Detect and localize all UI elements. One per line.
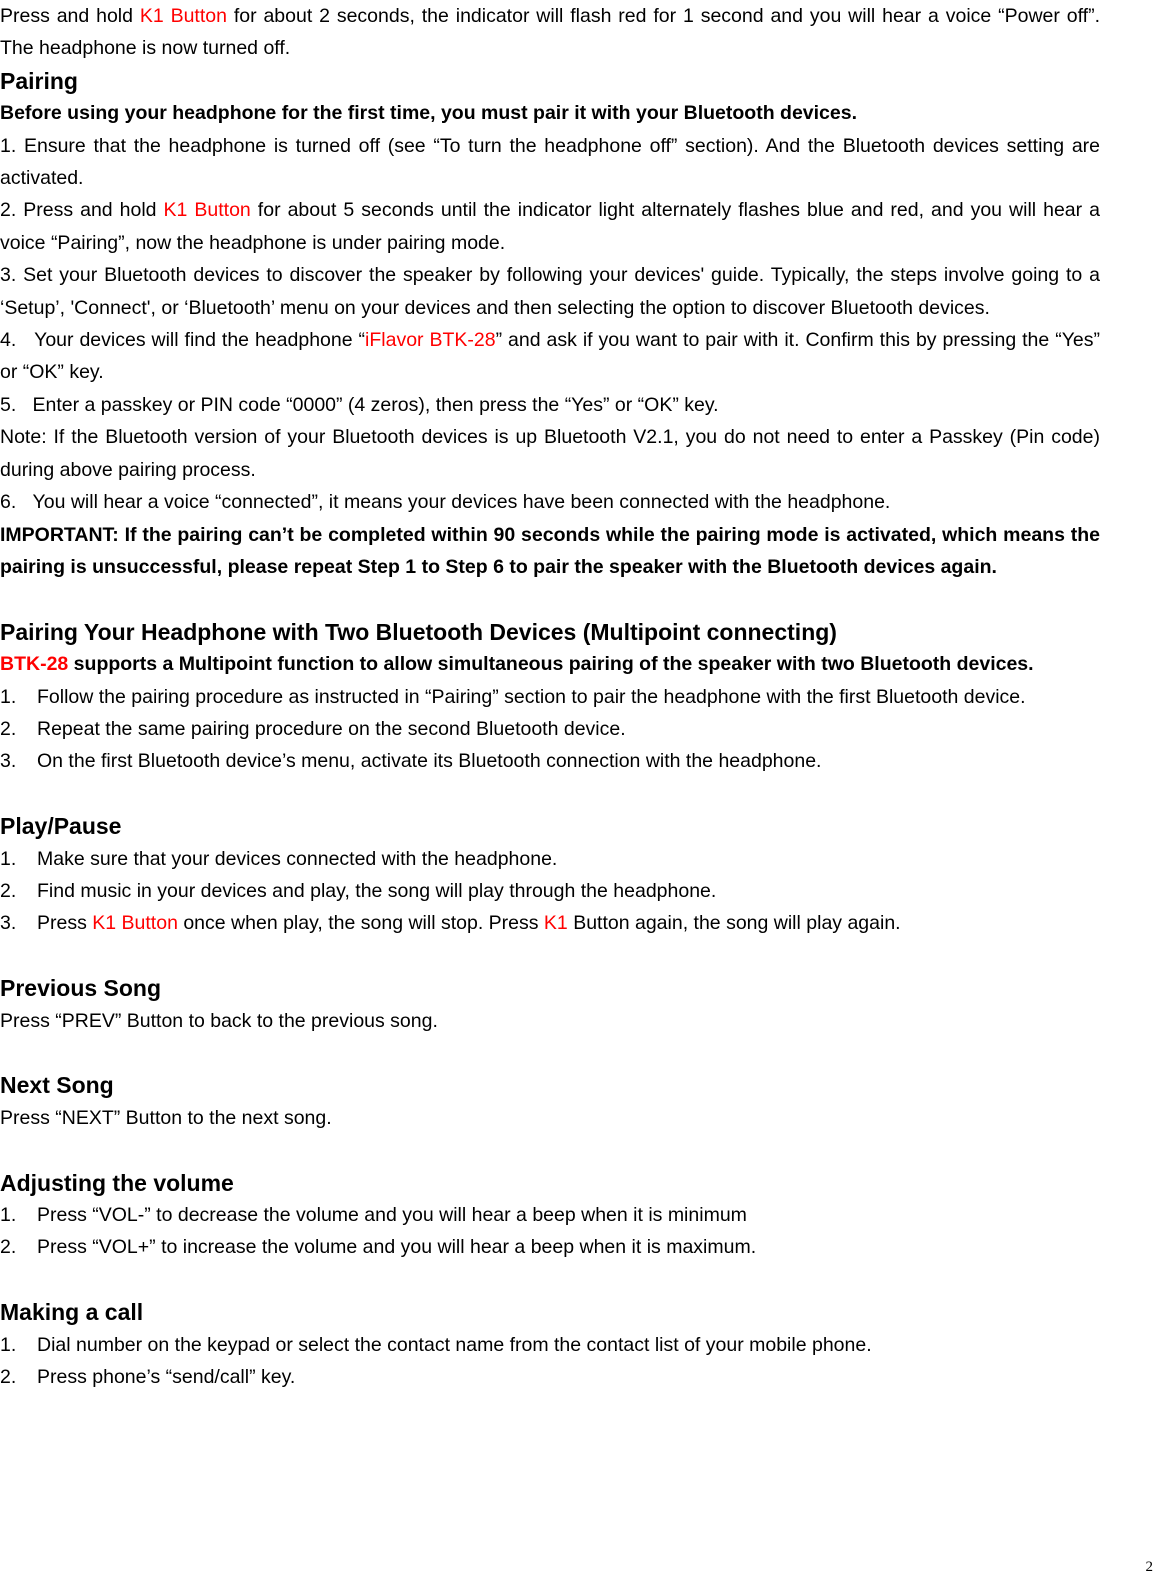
next-song-text: Press “NEXT” Button to the next song. — [0, 1106, 332, 1129]
pairing-step-4: 4. Your devices will find the headphone “iFlavor BTK-28” and ask if you want to pair with it. Confirm this by pressing the “Yes” or “OK” key. — [0, 329, 1100, 384]
pairing-heading: Pairing — [0, 67, 78, 94]
next-song-heading: Next Song — [0, 1072, 114, 1099]
pairing-step-3: 3. Set your Bluetooth devices to discover the speaker by following your devices' guide. Typically, the steps involve going to a ‘Setup’, 'Connect', or ‘Bluetooth’ menu on your devices and then selecting the option to discover Bluetooth devices. — [0, 264, 1100, 319]
list-item: 1. Make sure that your devices connected with the headphone. — [0, 847, 558, 870]
model-label: BTK-28 — [0, 653, 69, 676]
list-item: 1. Press “VOL-” to decrease the volume and you will hear a beep when it is minimum — [0, 1203, 747, 1226]
pairing-lead: Before using your headphone for the first time, you must pair it with your Bluetooth devices. — [0, 102, 858, 125]
list-item: 2. Find music in your devices and play, the song will play through the headphone. — [0, 879, 717, 902]
list-item: 1. Follow the pairing procedure as instructed in “Pairing” section to pair the headphone with the first Bluetooth device. — [0, 685, 1026, 708]
list-item: 3. On the first Bluetooth device’s menu, activate its Bluetooth connection with the headphone. — [0, 750, 822, 773]
pairing-step-6: 6. You will hear a voice “connected”, it means your devices have been connected with the headphone. — [0, 491, 891, 514]
k1-button-label: K1 Button — [163, 199, 251, 222]
previous-song-heading: Previous Song — [0, 975, 162, 1002]
pairing-step-1: 1. Ensure that the headphone is turned off (see “To turn the headphone off” section). And the Bluetooth devices setting are activated. — [0, 134, 1100, 190]
multipoint-heading: Pairing Your Headphone with Two Bluetooth Devices (Multipoint connecting) — [0, 618, 837, 645]
multipoint-lead: BTK-28 supports a Multipoint function to allow simultaneous pairing of the speaker with two Bluetooth devices. — [0, 653, 1034, 676]
list-item: 2. Press “VOL+” to increase the volume and you will hear a beep when it is maximum. — [0, 1236, 757, 1259]
page-number: 2 — [1145, 1559, 1153, 1575]
list-item: 3. Press K1 Button once when play, the song will stop. Press K1 Button again, the song will play again. — [0, 912, 901, 935]
volume-heading: Adjusting the volume — [0, 1169, 234, 1196]
pairing-step-5: 5. Enter a passkey or PIN code “0000” (4 zeros), then press the “Yes” or “OK” key. — [0, 393, 719, 416]
list-item: 2. Press phone’s “send/call” key. — [0, 1365, 296, 1388]
pairing-important: IMPORTANT: If the pairing can’t be completed within 90 seconds while the pairing mode is activated, which means the pairing is unsuccessful, please repeat Step 1 to Step 6 to pair the speaker with the Bluetooth devices again. — [0, 523, 1100, 578]
pairing-note: Note: If the Bluetooth version of your Bluetooth devices is up Bluetooth V2.1, you do not need to enter a Passkey (Pin code) during above pairing process. — [0, 426, 1100, 481]
play-pause-heading: Play/Pause — [0, 813, 122, 840]
k1-label: K1 — [543, 912, 568, 935]
device-name-label: iFlavor BTK-28 — [365, 329, 496, 352]
k1-button-label: K1 Button — [139, 5, 227, 27]
k1-button-label: K1 Button — [92, 912, 178, 935]
power-off-paragraph: Press and hold K1 Button for about 2 seconds, the indicator will flash red for 1 second and you will hear a voice “Power off”. The headphone is now turned off. — [0, 5, 1100, 60]
list-item: 1. Dial number on the keypad or select the contact name from the contact list of your mobile phone. — [0, 1333, 872, 1356]
call-heading: Making a call — [0, 1299, 144, 1326]
pairing-step-2: 2. Press and hold K1 Button for about 5 seconds until the indicator light alternately flashes blue and red, and you will hear a voice “Pairing”, now the headphone is under pairing mode. — [0, 199, 1101, 254]
previous-song-text: Press “PREV” Button to back to the previous song. — [0, 1009, 438, 1032]
list-item: 2. Repeat the same pairing procedure on the second Bluetooth device. — [0, 717, 626, 740]
